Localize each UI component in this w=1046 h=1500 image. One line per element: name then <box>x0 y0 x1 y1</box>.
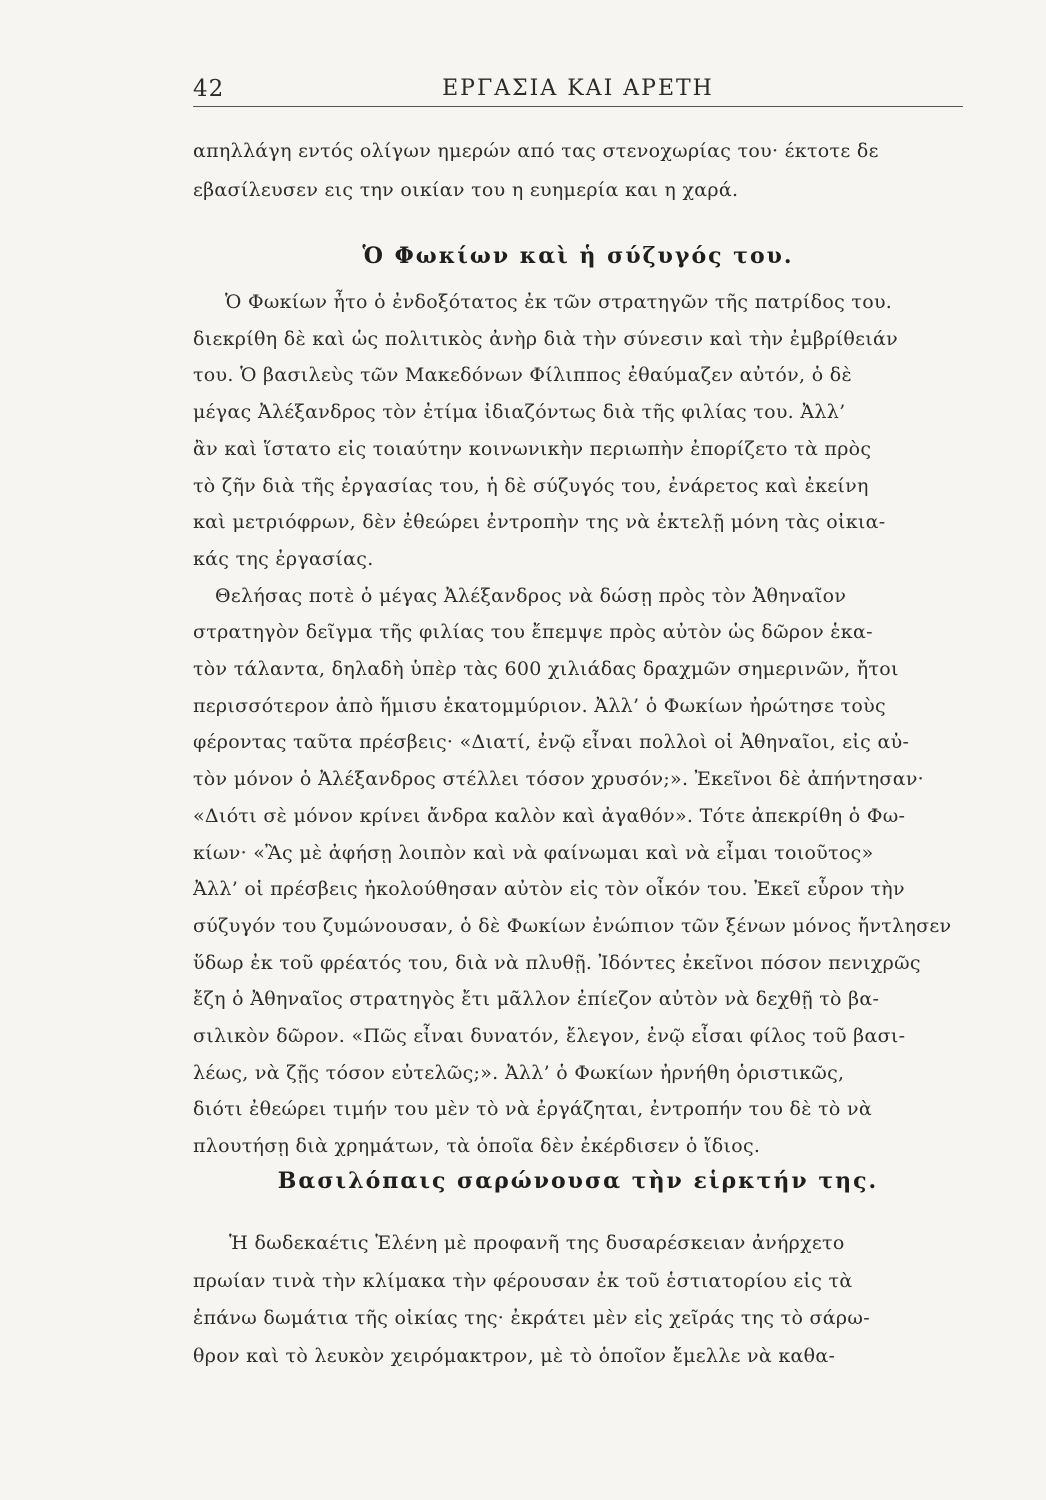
page-header <box>193 76 963 107</box>
text-line: περισσότερον ἀπὸ ἥμισυ ἑκατομμύριον. Ἀλλ’ ὁ Φωκίων ἠρώτησε τοὺς <box>193 694 886 717</box>
text-line: θρον καὶ τὸ λευκὸν χειρόμακτρον, μὲ τὸ ὁποῖον ἔμελλε νὰ καθα- <box>193 1344 836 1367</box>
text-line: τὸν μόνον ὁ Ἀλέξανδρος στέλλει τόσον χρυσόν;». Ἐκεῖνοι δὲ ἀπήντησαν· <box>193 768 925 791</box>
text-line: Ἀλλ’ οἱ πρέσβεις ἠκολούθησαν αὐτὸν εἰς τὸν οἶκόν του. Ἐκεῖ εὗρον τὴν <box>193 878 905 901</box>
text-line: ὕδωρ ἐκ τοῦ φρέατός του, διὰ νὰ πλυθῇ. Ἰδόντες ἐκεῖνοι πόσον πενιχρῶς <box>193 951 921 974</box>
running-title: ΕΡΓΑΣΙΑ ΚΑΙ ΑΡΕΤΗ <box>442 76 714 101</box>
text-line: φέροντας ταῦτα πρέσβεις· «Διατί, ἐνῷ εἶναι πολλοὶ οἱ Ἀθηναῖοι, εἰς αὐ- <box>193 731 910 754</box>
text-line: Ὁ Φωκίων ἦτο ὁ ἐνδοξότατος ἐκ τῶν στρατηγῶν τῆς πατρίδος του. <box>225 291 893 313</box>
text-line: Ἡ δωδεκαέτις Ἑλένη μὲ προφανῆ της δυσαρέσκειαν ἀνήρχετο <box>229 1232 845 1254</box>
page-number: 42 <box>193 76 225 102</box>
text-line: ἐπάνω δωμάτια τῆς οἰκίας της· ἐκράτει μὲν εἰς χεῖράς της τὸ σάρω- <box>193 1307 870 1329</box>
section-title-princess: Βασιλόπαις σαρώνουσα τὴν εἱρκτήν της. <box>277 1168 879 1194</box>
text-line: στρατηγὸν δεῖγμα τῆς φιλίας του ἔπεμψε πρὸς αὐτὸν ὡς δῶρον ἑκα- <box>193 621 873 644</box>
text-line: καὶ μετριόφρων, δὲν ἐθεώρει ἐντροπὴν της νὰ ἐκτελῇ μόνη τὰς οἰκια- <box>193 511 886 534</box>
text-line: «Διότι σὲ μόνον κρίνει ἄνδρα καλὸν καὶ ἀγαθόν». Τότε ἀπεκρίθη ὁ Φω- <box>193 804 906 827</box>
text-line: διεκρίθη δὲ καὶ ὡς πολιτικὸς ἀνὴρ διὰ τὴν σύνεσιν καὶ τὴν ἐμβρίθειάν <box>193 327 898 350</box>
text-line: απηλλάγη εντός ολίγων ημερών από τας στενοχωρίας του· έκτοτε δε <box>193 140 879 162</box>
text-line: εβασίλευσεν εις την οικίαν του η ευημερία και η χαρά. <box>193 179 739 201</box>
text-line: μέγας Ἀλέξανδρος τὸν ἐτίμα ἰδιαζόντως διὰ τῆς φιλίας του. Ἀλλ’ <box>193 401 846 424</box>
text-line: διότι ἐθεώρει τιμήν του μὲν τὸ νὰ ἐργάζηται, ἐντροπήν του δὲ τὸ νὰ <box>193 1098 872 1121</box>
section-title-phocion: Ὁ Φωκίων καὶ ἡ σύζυγός του. <box>362 243 794 269</box>
text-line: ἂν καὶ ἵστατο εἰς τοιαύτην κοινωνικὴν περιωπὴν ἐπορίζετο τὰ πρὸς <box>193 437 872 460</box>
text-line: του. Ὁ βασιλεὺς τῶν Μακεδόνων Φίλιππος ἐθαύμαζεν αὐτόν, ὁ δὲ <box>193 364 853 387</box>
text-line: πρωίαν τινὰ τὴν κλίμακα τὴν φέρουσαν ἐκ τοῦ ἑστιατορίου εἰς τὰ <box>193 1269 853 1292</box>
text-line: Θελήσας ποτὲ ὁ μέγας Ἀλέξανδρος νὰ δώσῃ πρὸς τὸν Ἀθηναῖον <box>215 584 847 607</box>
text-line: τὸν τάλαντα, δηλαδὴ ὑπὲρ τὰς 600 χιλιάδας δραχμῶν σημερινῶν, ἤτοι <box>193 658 899 680</box>
text-line: ἔζη ὁ Ἀθηναῖος στρατηγὸς ἔτι μᾶλλον ἐπίεζον αὐτὸν νὰ δεχθῇ τὸ βα- <box>193 988 880 1011</box>
text-line: σιλικὸν δῶρον. «Πῶς εἶναι δυνατόν, ἔλεγον, ἐνῷ εἶσαι φίλος τοῦ βασι- <box>193 1025 906 1047</box>
text-line: τὸ ζῆν διὰ τῆς ἐργασίας του, ἡ δὲ σύζυγός του, ἐνάρετος καὶ ἐκείνη <box>193 474 869 497</box>
text-line: κάς της ἐργασίας. <box>193 547 374 570</box>
text-line: σύζυγόν του ζυμώνουσαν, ὁ δὲ Φωκίων ἐνώπιον τῶν ξένων μόνος ἤντλησεν <box>193 914 952 937</box>
text-line: κίων· «Ἂς μὲ ἀφήσῃ λοιπὸν καὶ νὰ φαίνωμαι καὶ νὰ εἶμαι τοιοῦτος» <box>193 841 874 864</box>
text-line: λέως, νὰ ζῇς τόσον εὐτελῶς;». Ἀλλ’ ὁ Φωκίων ἠρνήθη ὁριστικῶς, <box>193 1061 845 1084</box>
text-line: πλουτήσῃ διὰ χρημάτων, τὰ ὁποῖα δὲν ἐκέρδισεν ὁ ἴδιος. <box>193 1135 761 1158</box>
